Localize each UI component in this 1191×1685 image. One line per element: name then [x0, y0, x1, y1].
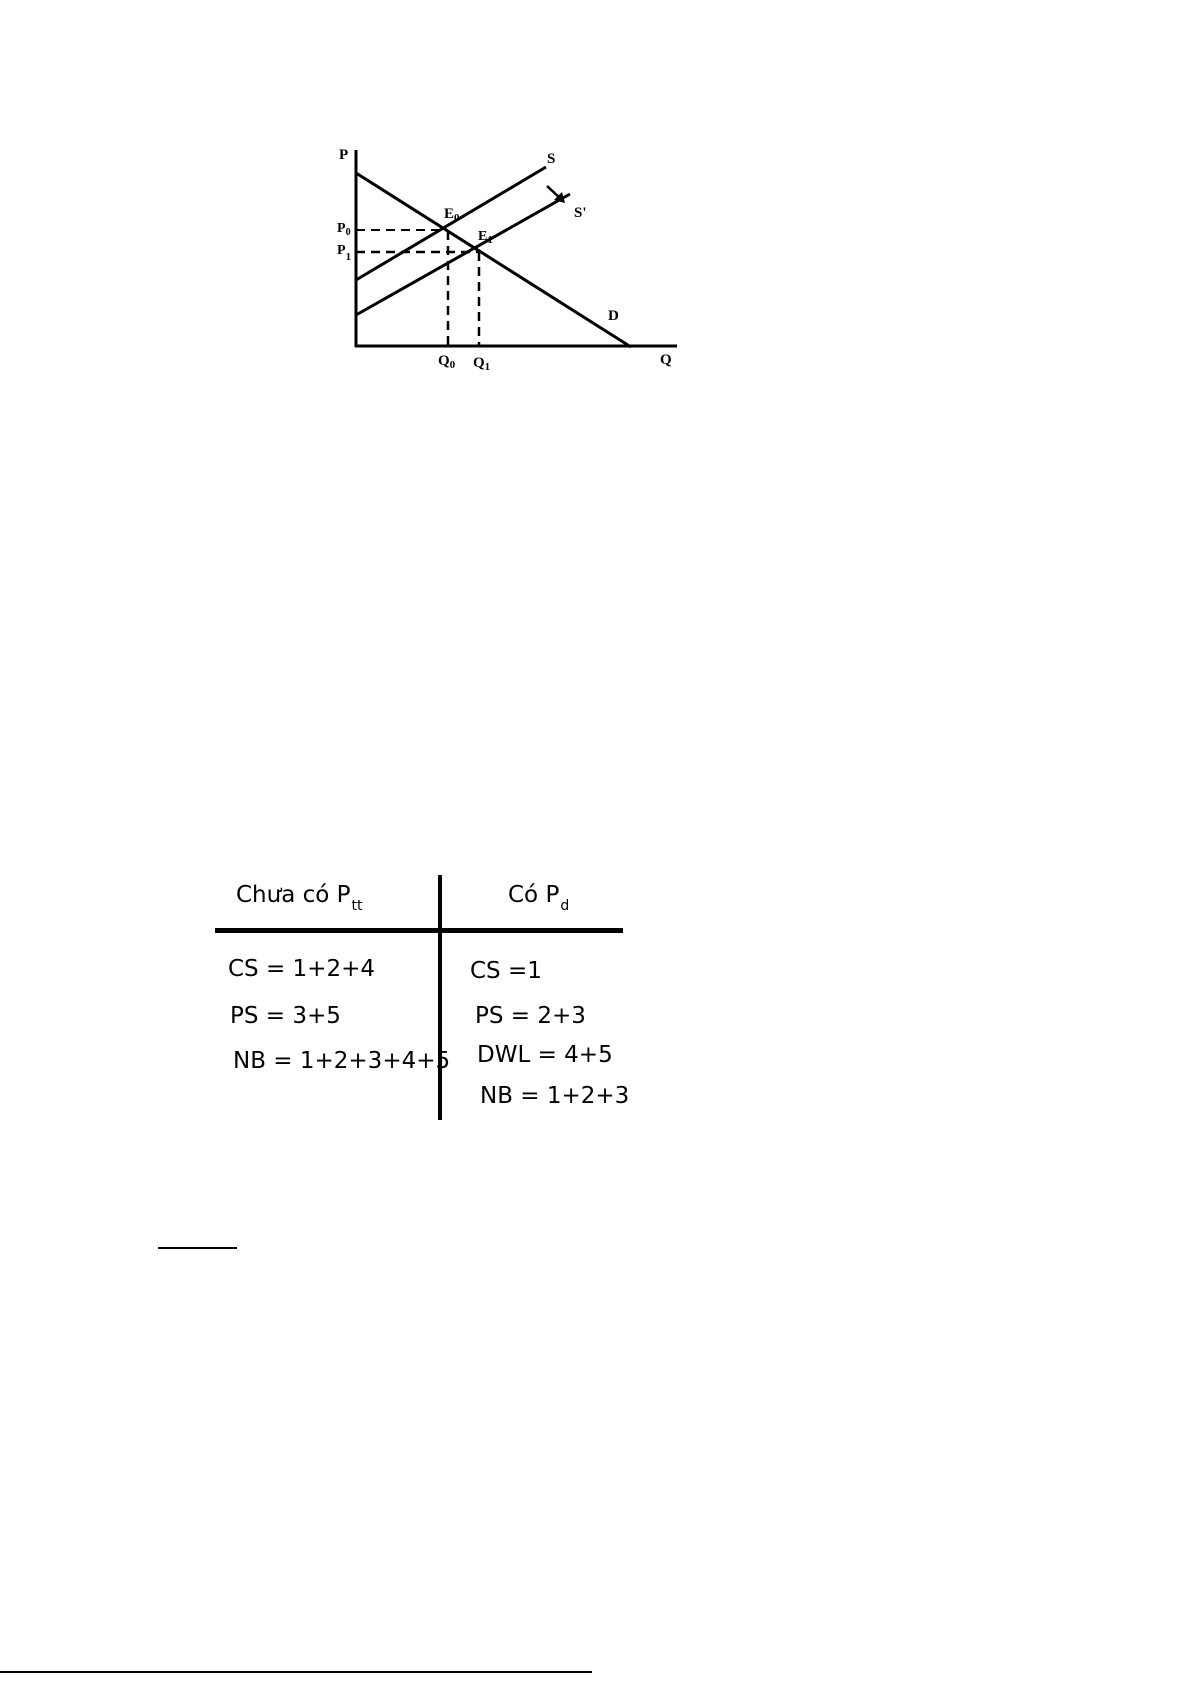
supply-new-label: S': [574, 205, 587, 221]
left-column-header: Chưa có $P_{tt}$: [236, 882, 363, 914]
axis-q-label: Q: [660, 352, 672, 368]
underline-mark: [158, 1247, 237, 1249]
right-row-nb: NB = 1+2+3: [480, 1083, 630, 1109]
q1-label: $Q_1$: [473, 355, 491, 373]
supply-label: S: [547, 151, 556, 167]
table-horizontal-rule: [215, 928, 623, 933]
table-vertical-rule: [438, 875, 442, 1120]
left-row-nb: NB = 1+2+3+4+5: [233, 1048, 451, 1074]
e1-label: $E_1$: [478, 229, 493, 246]
left-row-ps: PS = 3+5: [230, 1003, 341, 1029]
p1-label: $P_1$: [337, 243, 352, 263]
right-row-cs: CS =1: [470, 958, 542, 984]
right-row-dwl: DWL = 4+5: [477, 1042, 613, 1068]
p0-label: $P_0$: [337, 221, 351, 238]
e0-label: $E_0$: [444, 206, 460, 224]
right-column-header: Có $P_d$: [508, 882, 570, 914]
q0-label: $Q_0$: [438, 353, 456, 371]
left-row-cs: CS = 1+2+4: [228, 956, 375, 982]
right-row-ps: PS = 2+3: [475, 1003, 586, 1029]
axis-p-label: P: [339, 147, 349, 163]
demand-label: D: [608, 308, 619, 324]
footnote-separator: [0, 1671, 592, 1673]
